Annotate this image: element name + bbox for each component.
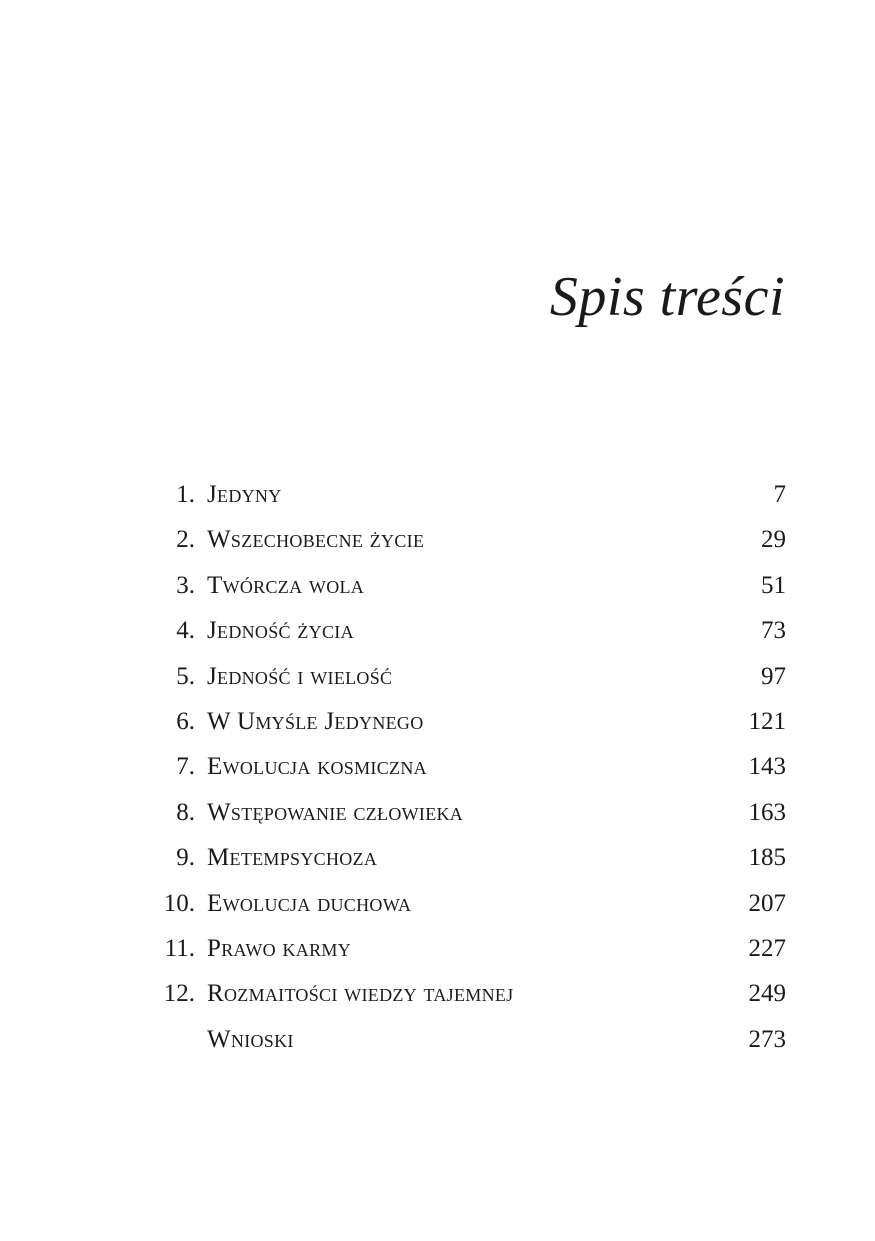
toc-entry [150,926,788,971]
toc-entry-title: Jedyny [207,481,282,508]
toc-entry-number: 11. [164,934,195,962]
toc-entry-page: 207 [748,889,786,917]
toc-entry-title: Rozmaitości wiedzy tajemnej [207,980,514,1008]
toc-entry [150,563,788,608]
toc-entry [150,608,788,653]
toc-entry-page: 7 [773,481,786,508]
toc-entry [150,971,788,1016]
toc-entry-number: 3. [176,571,195,599]
toc-entry-number: 8. [176,798,195,826]
toc-entry-title: Ewolucja duchowa [207,889,412,917]
page-title: Spis treści [549,266,785,328]
toc-entry-number: 9. [176,844,195,872]
toc-entry-number: 12. [163,980,195,1008]
toc-entry-page: 97 [761,662,786,690]
toc-entry-number: 5. [176,662,195,690]
toc-entry-page: 163 [748,798,786,826]
toc-entry-number: 7. [176,753,195,781]
toc-entry-page: 185 [748,844,786,872]
toc-entry-title: Wszechobecne życie [207,526,425,554]
toc-entry [150,744,788,789]
toc-entry-title: Jedność życia [207,617,354,645]
toc-entry-page: 29 [761,526,786,554]
toc-entry [150,1017,788,1062]
toc-entry-number: 1. [176,481,195,508]
toc-entry [150,881,788,926]
table-of-contents [150,472,788,1062]
toc-entry [150,472,788,517]
toc-entry-number: 10. [163,889,195,917]
toc-entry-title: Twórcza wola [207,571,365,599]
toc-entry-title: Wnioski [207,1025,294,1053]
toc-entry-title: Jedność i wielość [207,662,393,690]
toc-entry-page: 249 [748,980,786,1008]
toc-entry-page: 51 [761,571,786,599]
toc-entry-number: 2. [176,526,195,554]
toc-entry [150,654,788,699]
toc-entry-page: 121 [748,707,786,735]
toc-entry [150,517,788,562]
toc-entry [150,835,788,880]
toc-entry-title: Metempsychoza [207,844,378,872]
toc-entry-page: 227 [748,934,786,962]
toc-entry-title: Ewolucja kosmiczna [207,753,427,781]
toc-entry-page: 143 [748,753,786,781]
toc-entry [150,790,788,835]
toc-entry [150,699,788,744]
toc-entry-page: 273 [748,1025,786,1053]
toc-entry-title: W Umyśle Jedynego [207,707,424,735]
toc-entry-number: 4. [176,617,195,645]
toc-entry-number: 6. [176,707,195,735]
toc-entry-title: Prawo karmy [207,934,352,962]
toc-entry-title: Wstępowanie człowieka [207,798,464,826]
toc-entry-page: 73 [761,617,786,645]
